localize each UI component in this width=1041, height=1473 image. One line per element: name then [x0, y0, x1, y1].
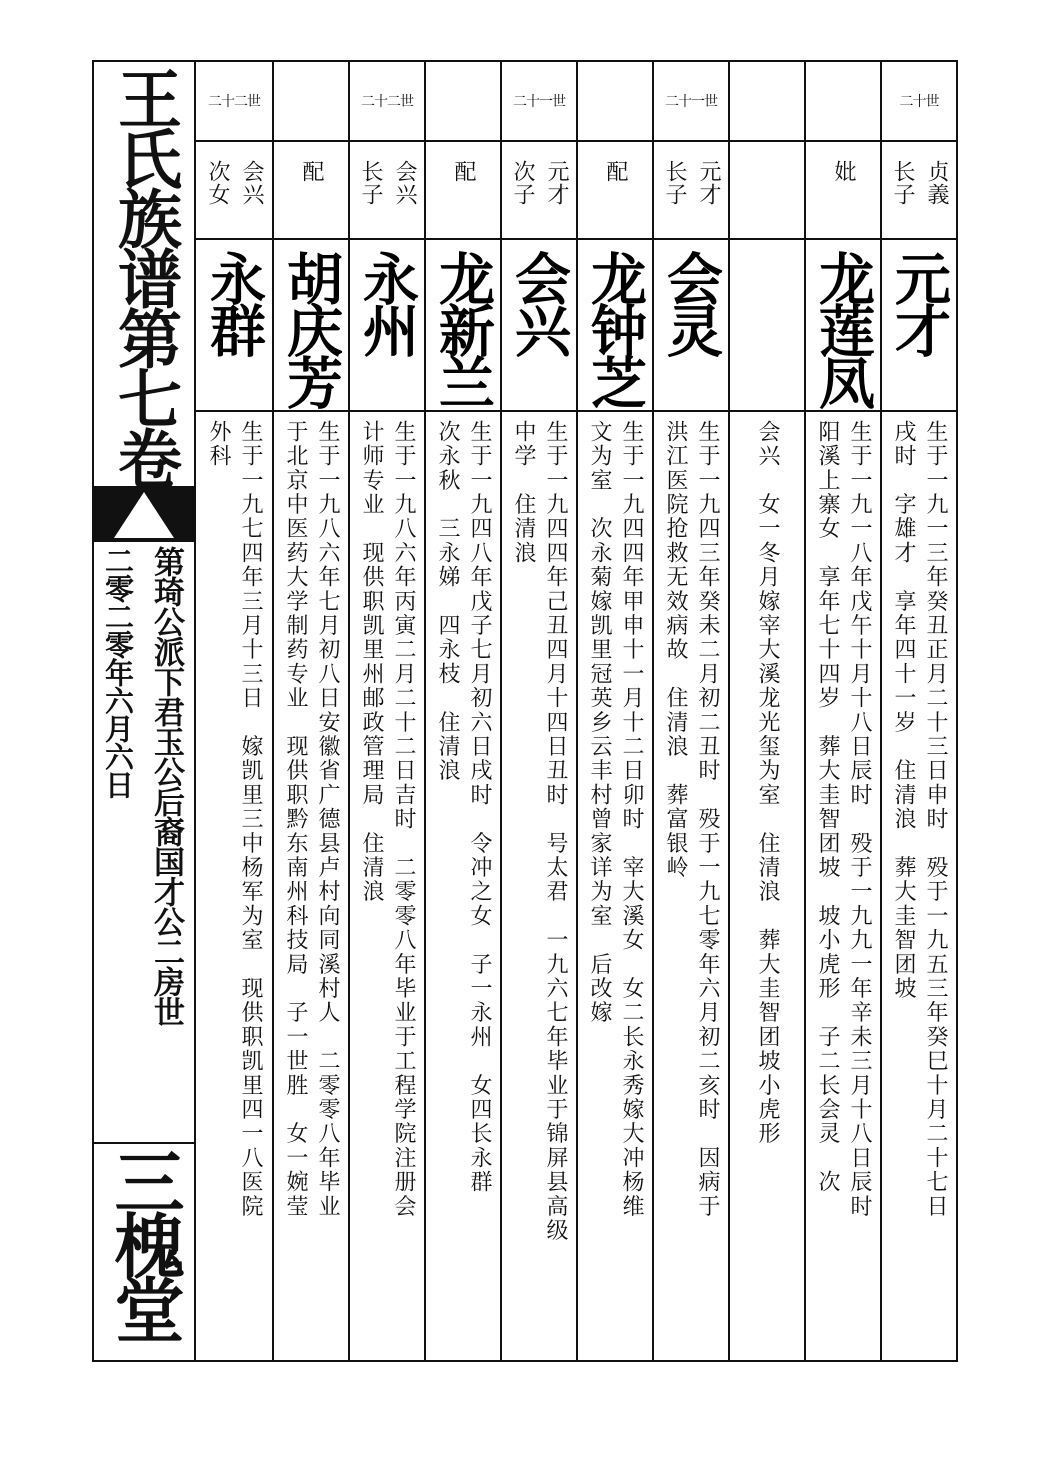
page-title: 王氏族谱第七卷	[107, 66, 182, 486]
bio-cell	[502, 412, 576, 1360]
member-bio: 会兴 女一冬月嫁宰大溪龙光玺为室 住清浪 葬大圭智团坡小虎形	[755, 420, 780, 1146]
banner-notch	[114, 492, 174, 538]
member-bio: 生于一九一八年戊午十月十八日辰时 殁于一九九一年辛未三月十八日辰时 阳溪上寨女 享年七十四岁 葬大圭智团坡 坡小虎形 子二长会灵 次	[815, 420, 872, 1219]
bio-cell	[196, 412, 272, 1360]
relation-cell	[730, 142, 804, 240]
bio-cell	[578, 412, 652, 1360]
relation-cell	[502, 142, 576, 240]
relation-parent: 贞義	[924, 160, 949, 206]
relation-rank: 长子	[890, 160, 915, 206]
relation-parent: 会兴	[239, 160, 264, 206]
member-column	[272, 62, 348, 1360]
genealogy-page-frame	[92, 60, 958, 1362]
bio-cell	[426, 412, 500, 1360]
bio-cell	[730, 412, 804, 1360]
member-bio: 生于一九八六年丙寅二月二十二日吉时 二零零八年毕业于工程学院注册会 计师专业 现供职凯里州邮政管理局 住清浪	[359, 420, 416, 1219]
member-bio: 生于一九八六年七月初八日安徽省广德县卢村向同溪村人 二零零八年毕业 于北京中医药大学制药专业 现供职黔东南州科技局 子一世胜 女一婉莹	[283, 420, 340, 1219]
member-name: 龙钟芝	[582, 250, 648, 406]
date-caption: 二零二零年六月六日	[101, 546, 135, 798]
member-bio: 生于一九四八年戊子七月初六日戌时 令冲之女 子一永州 女四长永群 次永秋 三永娣 四永枝 住清浪	[435, 420, 492, 1195]
title-box	[94, 62, 194, 488]
member-column	[804, 62, 880, 1360]
relation-cell	[196, 142, 272, 240]
member-name: 会兴	[506, 250, 572, 354]
title-banner	[94, 488, 194, 542]
relation-parent: 会兴	[392, 160, 417, 206]
relation-label: 配	[451, 160, 476, 183]
name-cell	[274, 240, 348, 412]
hall-name: 三槐堂	[103, 1146, 186, 1338]
member-bio: 生于一九一三年癸丑正月二十三日申时 殁于一九五三年癸巳十月二十七日 戌时 字雄才 享年四十一岁 住清浪 葬大圭智团坡	[891, 420, 948, 1219]
generation-cell: 二十世	[882, 62, 956, 142]
name-cell	[730, 240, 804, 412]
generation-cell	[426, 62, 500, 142]
relation-rank: 次女	[205, 160, 230, 206]
name-cell	[426, 240, 500, 412]
name-cell	[196, 240, 272, 412]
member-bio: 生于一九四四年甲申十一月十二日卯时 宰大溪女 女二长永秀嫁大冲杨维 文为室 次永菊嫁凯里冠英乡云丰村曾家详为室 后改嫁	[587, 420, 644, 1219]
relation-cell	[654, 142, 728, 240]
name-cell	[654, 240, 728, 412]
member-name: 永群	[201, 250, 267, 354]
member-column	[576, 62, 652, 1360]
generation-cell: 二十一世	[502, 62, 576, 142]
member-column	[196, 62, 272, 1360]
relation-cell	[274, 142, 348, 240]
name-cell	[350, 240, 424, 412]
member-bio: 生于一九七四年三月十三日 嫁凯里三中杨军为室 现供职凯里四一八医院 外科	[206, 420, 263, 1219]
member-column	[348, 62, 424, 1360]
relation-rank: 长子	[662, 160, 687, 206]
member-bio: 生于一九四四年己丑四月十四日丑时 号太君 一九六七年毕业于锦屏县高级 中学 住清浪	[511, 420, 568, 1243]
member-bio: 生于一九四三年癸未二月初二丑时 殁于一九七零年六月初二亥时 因病于 洪江医院抢救无效病故 住清浪 葬富银岭	[663, 420, 720, 1219]
generation-cell	[578, 62, 652, 142]
relation-cell	[350, 142, 424, 240]
generation-cell: 二十二世	[350, 62, 424, 142]
relation-label: 配	[603, 160, 628, 183]
generation-cell: 二十二世	[196, 62, 272, 142]
bio-cell	[654, 412, 728, 1360]
lineage-caption: 第琦公派下君玉公后裔国才公二房世	[148, 546, 184, 1026]
member-name: 龙莲凤	[810, 250, 876, 406]
relation-parent: 元才	[544, 160, 569, 206]
relation-rank: 长子	[358, 160, 383, 206]
member-name: 龙新兰	[430, 250, 496, 406]
name-cell	[578, 240, 652, 412]
member-name: 永州	[354, 250, 420, 354]
genealogy-grid	[196, 62, 956, 1360]
member-column	[424, 62, 500, 1360]
title-sidebar	[94, 62, 196, 1360]
member-name: 元才	[886, 250, 952, 354]
member-name: 会灵	[658, 250, 724, 354]
relation-cell	[426, 142, 500, 240]
member-column	[500, 62, 576, 1360]
hall-box	[94, 1142, 194, 1362]
bio-cell	[274, 412, 348, 1360]
bio-cell	[882, 412, 956, 1360]
relation-label: 妣	[831, 160, 856, 183]
generation-cell: 二十一世	[654, 62, 728, 142]
generation-cell	[806, 62, 880, 142]
member-column	[652, 62, 728, 1360]
member-name: 胡庆芳	[278, 250, 344, 406]
relation-parent: 元才	[696, 160, 721, 206]
name-cell	[806, 240, 880, 412]
name-cell	[882, 240, 956, 412]
generation-cell	[730, 62, 804, 142]
relation-rank: 次子	[510, 160, 535, 206]
member-column	[728, 62, 804, 1360]
bio-cell	[806, 412, 880, 1360]
name-cell	[502, 240, 576, 412]
relation-cell	[882, 142, 956, 240]
relation-cell	[578, 142, 652, 240]
member-column	[880, 62, 956, 1360]
generation-cell	[274, 62, 348, 142]
relation-label: 配	[299, 160, 324, 183]
relation-cell	[806, 142, 880, 240]
bio-cell	[350, 412, 424, 1360]
